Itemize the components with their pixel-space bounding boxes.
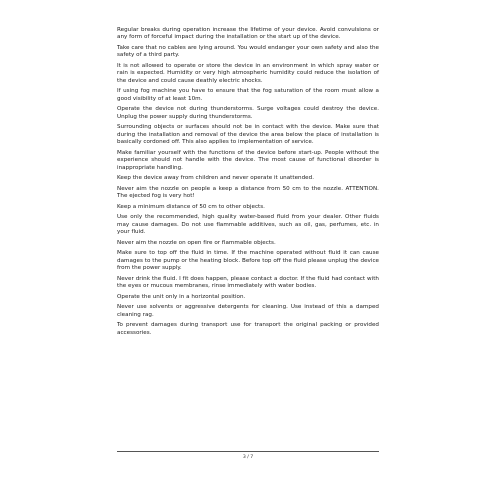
safety-paragraph-distance: Keep a minimum distance of 50 cm to other objects. [117, 203, 265, 210]
safety-paragraph-surroundings: Surrounding objects or surfaces should not be in contact with the device. Make sure that during the installation and removal of the device the area below the place of installation is basically cordoned off. This also applies to implementation of service. [117, 124, 379, 146]
safety-paragraph-water: It is not allowed to operate or store the device in an environment in which spray water or rain is expected. Humidity or very high atmospheric humidity could reduce the isolation of the device and could cause deathly electric shocks. [117, 63, 379, 84]
document-body [117, 27, 379, 340]
safety-paragraph-familiarize: Make familiar yourself with the functions of the device before start-up. People without the experience should not handle with the device. The most cause of functional disorder is inappropriate handling. [117, 149, 379, 171]
safety-paragraph-fluid: Use only the recommended, high quality water-based fluid from your dealer. Other fluids may cause damages. Do not use flammable additives, such as oil, gas, perfumes, etc. in your fluid. [117, 214, 379, 236]
safety-paragraph-top-off: Make sure to top off the fluid in time. If the machine operated without fluid it can cause damages to the pump or the heating block. Before top off the fluid please unplug the device from the power supply. [117, 250, 379, 272]
safety-paragraph-cables: Take care that no cables are lying around. You would endanger your own safety and also the safety of a third party. [117, 45, 379, 59]
safety-paragraph-nozzle-people: Never aim the nozzle on people a keep a distance from 50 cm to the nozzle. ATTENTION. The ejected fog is very hot! [117, 185, 379, 200]
safety-paragraph-drink: Never drink the fluid. I fit does happen, please contact a doctor. If the fluid had contact with the eyes or mucous membranes, rinse immediately with water bodies. [117, 275, 379, 290]
safety-paragraph-children: Keep the device away from children and never operate it unattended. [117, 175, 314, 182]
safety-paragraph-visibility: If using fog machine you have to ensure that the fog saturation of the room must allow a good visibility of at least 10m. [117, 88, 379, 102]
page-number: 3 / 7 [242, 455, 254, 460]
safety-paragraph-thunderstorms: Operate the device not during thunderstorms. Surge voltages could destroy the device. Unplug the power supply during thunderstorms. [117, 106, 379, 120]
safety-paragraph-breaks: Regular breaks during operation increase the lifetime of your device. Avoid convulsions or any form of forceful impact during the installation or the start up of the device. [117, 27, 379, 41]
safety-paragraph-open-fire: Never aim the nozzle on open fire or flammable objects. [117, 239, 276, 246]
footer-divider [117, 451, 379, 452]
safety-paragraph-transport: To prevent damages during transport use for transport the original packing or provided accessories. [117, 322, 379, 336]
safety-paragraph-cleaning: Never use solvents or aggressive detergents for cleaning. Use instead of this a damped cleaning rag. [117, 304, 379, 318]
safety-paragraph-horizontal: Operate the unit only in a horizontal position. [117, 293, 246, 300]
